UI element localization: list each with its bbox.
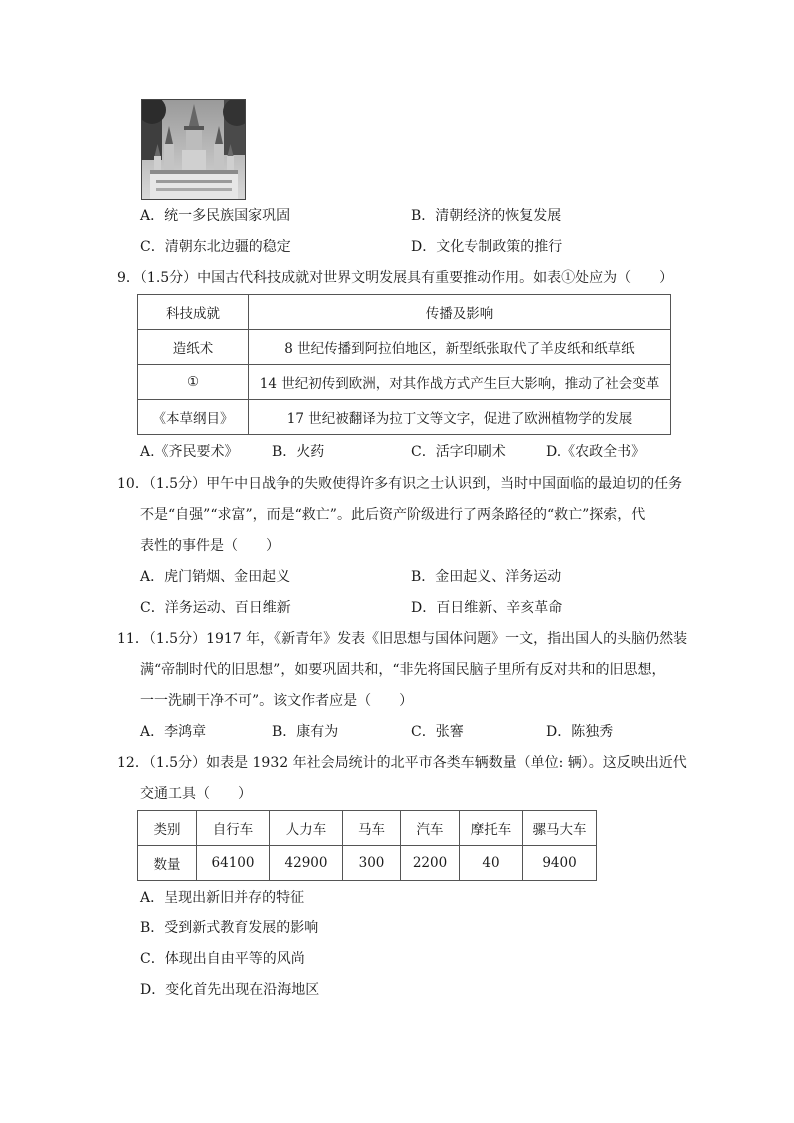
q8-option-a[interactable]: A．统一多民族国家巩固 (140, 208, 291, 224)
table-row (138, 811, 597, 846)
q8-option-d[interactable]: D．文化专制政策的推行 (411, 239, 563, 255)
q8-option-b[interactable]: B．清朝经济的恢复发展 (411, 208, 562, 224)
q11-stem-line-1: 11．（1.5分）1917 年，《新青年》发表《旧思想与国体问题》一文，指出国人的头脑仍然装 (117, 631, 688, 647)
table-cell: 300 (343, 846, 401, 881)
q10-stem-line-2: 不是“自强”“求富”，而是“救亡”。此后资产阶级进行了两条路径的“救亡”探索，代 (140, 507, 646, 523)
table-cell: 64100 (197, 846, 270, 881)
table-header-cell: 自行车 (197, 811, 270, 846)
table-cell: 造纸术 (138, 330, 249, 365)
q12-option-c[interactable]: C．体现出自由平等的风尚 (140, 951, 305, 967)
table-cell: 40 (460, 846, 523, 881)
table-row (138, 365, 671, 400)
table-cell: 14 世纪初传到欧洲，对其作战方式产生巨大影响，推动了社会变革 (249, 365, 671, 400)
table-header-cell: 摩托车 (460, 811, 523, 846)
temple-stupa-photo (141, 99, 246, 200)
q10-option-a[interactable]: A．虎门销烟、金田起义 (140, 569, 291, 585)
table-row (138, 330, 671, 365)
q9-option-c[interactable]: C．活字印刷术 (411, 444, 506, 460)
table-header-cell: 马车 (343, 811, 401, 846)
q12-option-a[interactable]: A．呈现出新旧并存的特征 (140, 890, 305, 906)
q9-stem: 9．（1.5分）中国古代科技成就对世界文明发展具有重要推动作用。如表①处应为（ ） (117, 270, 674, 286)
table-header-cell: 汽车 (401, 811, 460, 846)
q10-stem-line-3: 表性的事件是（ ） (140, 538, 280, 554)
table-header-cell: 骡马大车 (523, 811, 597, 846)
table-row (138, 846, 597, 881)
q11-option-a[interactable]: A．李鸿章 (140, 724, 207, 740)
table-cell: 9400 (523, 846, 597, 881)
q9-option-a[interactable]: A.《齐民要术》 (140, 444, 239, 460)
q10-option-b[interactable]: B．金田起义、洋务运动 (411, 569, 562, 585)
table-cell: 42900 (270, 846, 343, 881)
stupa-photo-icon (142, 100, 245, 199)
q11-stem-line-2: 满“帝制时代的旧思想”，如要巩固共和，“非先将国民脑子里所有反对共和的旧思想， (140, 662, 666, 678)
table-header-cell: 类别 (138, 811, 197, 846)
table-header-cell: 传播及影响 (249, 295, 671, 330)
q12-option-b[interactable]: B．受到新式教育发展的影响 (140, 920, 319, 936)
q9-option-d[interactable]: D.《农政全书》 (546, 444, 646, 460)
table-cell: 17 世纪被翻译为拉丁文等文字，促进了欧洲植物学的发展 (249, 400, 671, 435)
q10-option-d[interactable]: D．百日维新、辛亥革命 (411, 600, 563, 616)
table-cell: 《本草纲目》 (138, 400, 249, 435)
q8-option-c[interactable]: C．清朝东北边疆的稳定 (140, 239, 291, 255)
table-row (138, 400, 671, 435)
q12-stem-line-2: 交通工具（ ） (140, 786, 252, 802)
q9-option-b[interactable]: B．火药 (272, 444, 325, 460)
q10-option-c[interactable]: C．洋务运动、百日维新 (140, 600, 291, 616)
table-cell: 8 世纪传播到阿拉伯地区，新型纸张取代了羊皮纸和纸草纸 (249, 330, 671, 365)
table-row (138, 295, 671, 330)
q12-stem-line-1: 12．（1.5分）如表是 1932 年社会局统计的北平市各类车辆数量（单位: 辆）。这反映出近代 (117, 755, 687, 771)
q11-stem-line-3: 一一洗刷干净不可”。该文作者应是（ ） (140, 693, 414, 709)
q11-option-b[interactable]: B．康有为 (272, 724, 339, 740)
q12-option-d[interactable]: D．变化首先出现在沿海地区 (140, 982, 320, 998)
q11-option-d[interactable]: D．陈独秀 (546, 724, 614, 740)
table-header-cell: 人力车 (270, 811, 343, 846)
q10-stem-line-1: 10．（1.5分）甲午中日战争的失败使得许多有识之士认识到，当时中国面临的最迫切的任务 (117, 476, 683, 492)
q12-table (137, 810, 597, 881)
q11-option-c[interactable]: C．张謇 (411, 724, 464, 740)
table-cell: ① (138, 365, 249, 400)
table-cell: 数量 (138, 846, 197, 881)
q9-table (137, 294, 671, 435)
table-header-cell: 科技成就 (138, 295, 249, 330)
table-cell: 2200 (401, 846, 460, 881)
